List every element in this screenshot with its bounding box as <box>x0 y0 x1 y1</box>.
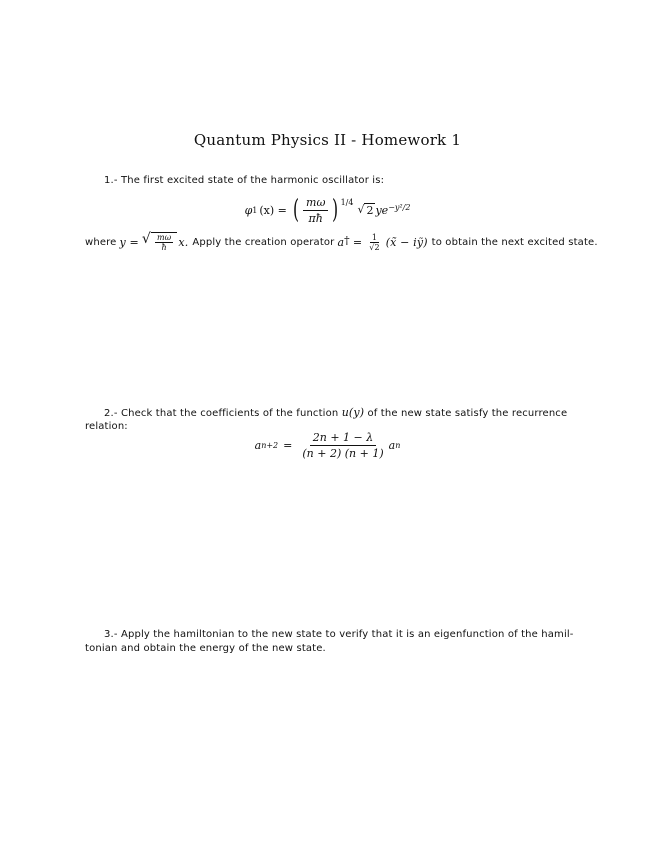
problem-3-number: 3.- <box>104 629 118 640</box>
op-frac-den: √2 <box>369 242 380 252</box>
problem-2-number: 2.- <box>104 408 118 419</box>
problem-2-text: Check that the coefficients of the function <box>120 408 339 419</box>
problem-1-intro <box>85 173 594 188</box>
rec-fraction <box>299 431 386 460</box>
problem-1-text: The first excited state of the harmonic oscillator is: <box>120 175 385 186</box>
eq1-rest-exp: −y²/2 <box>388 202 411 212</box>
op-frac-num: 1 <box>371 232 378 242</box>
eq1-lhs-arg: (x) = <box>259 203 287 217</box>
rec-lhs: a <box>254 438 262 452</box>
where-frac-den: ħ <box>161 243 167 252</box>
op-expr: (x̃ − iỹ) <box>385 235 428 249</box>
problem-2-line2: relation: <box>85 421 128 432</box>
rec-num: 2n + 1 − λ <box>310 431 376 446</box>
eq1-frac-den: πħ <box>308 211 323 225</box>
op-dagger: † <box>344 233 350 247</box>
rec-rhs: a <box>388 438 396 452</box>
where-fraction <box>155 233 173 252</box>
problem-3-line1 <box>85 627 575 642</box>
op-fraction <box>367 233 382 252</box>
eq1-open-paren: ( <box>292 195 299 225</box>
problem-3-text: Apply the hamiltonian to the new state to verify that it is an eigenfunction of the hamil- <box>120 629 574 640</box>
problem-1-equation <box>0 193 655 227</box>
eq1-sqrt <box>357 203 375 217</box>
problem-1-number: 1.- <box>104 175 118 186</box>
eq1-rest: ye <box>375 203 389 217</box>
eq1-lhs: φ <box>244 203 253 217</box>
eq1-frac-num: mω <box>303 196 328 211</box>
where-x: x. <box>178 235 189 249</box>
document-title: Quantum Physics II - Homework 1 <box>193 131 462 149</box>
rec-den: (n + 2) (n + 1) <box>302 446 384 460</box>
apply-text: Apply the creation operator <box>192 236 335 248</box>
end-text: to obtain the next excited state. <box>431 236 598 248</box>
eq1-close-paren: ) <box>332 195 339 225</box>
sqrt-icon: √ <box>357 203 365 216</box>
eq1-sqrt-arg: 2 <box>366 204 374 217</box>
op-eq: = <box>352 235 363 249</box>
where-text: where <box>85 236 117 248</box>
problem-1-where-line <box>85 231 598 252</box>
rec-eq: = <box>283 438 293 452</box>
rec-lhs-sub: n+2 <box>261 440 279 450</box>
problem-2-func: u(y) <box>341 406 365 419</box>
sqrt-icon: √ <box>141 231 151 247</box>
problem-3-line2: tonian and obtain the energy of the new state. <box>85 643 326 654</box>
where-y: y = <box>119 235 139 249</box>
problem-2-text-end: of the new state satisfy the recurrence <box>367 408 568 419</box>
eq1-fraction <box>303 196 328 225</box>
where-frac-num: mω <box>156 233 172 242</box>
op-symbol: a <box>337 235 345 249</box>
where-sqrt <box>142 232 178 252</box>
eq1-lhs-sub: 1 <box>252 205 258 215</box>
problem-2-equation <box>0 427 655 463</box>
rec-rhs-sub: n <box>395 440 401 450</box>
eq1-exponent: 1/4 <box>340 197 354 207</box>
